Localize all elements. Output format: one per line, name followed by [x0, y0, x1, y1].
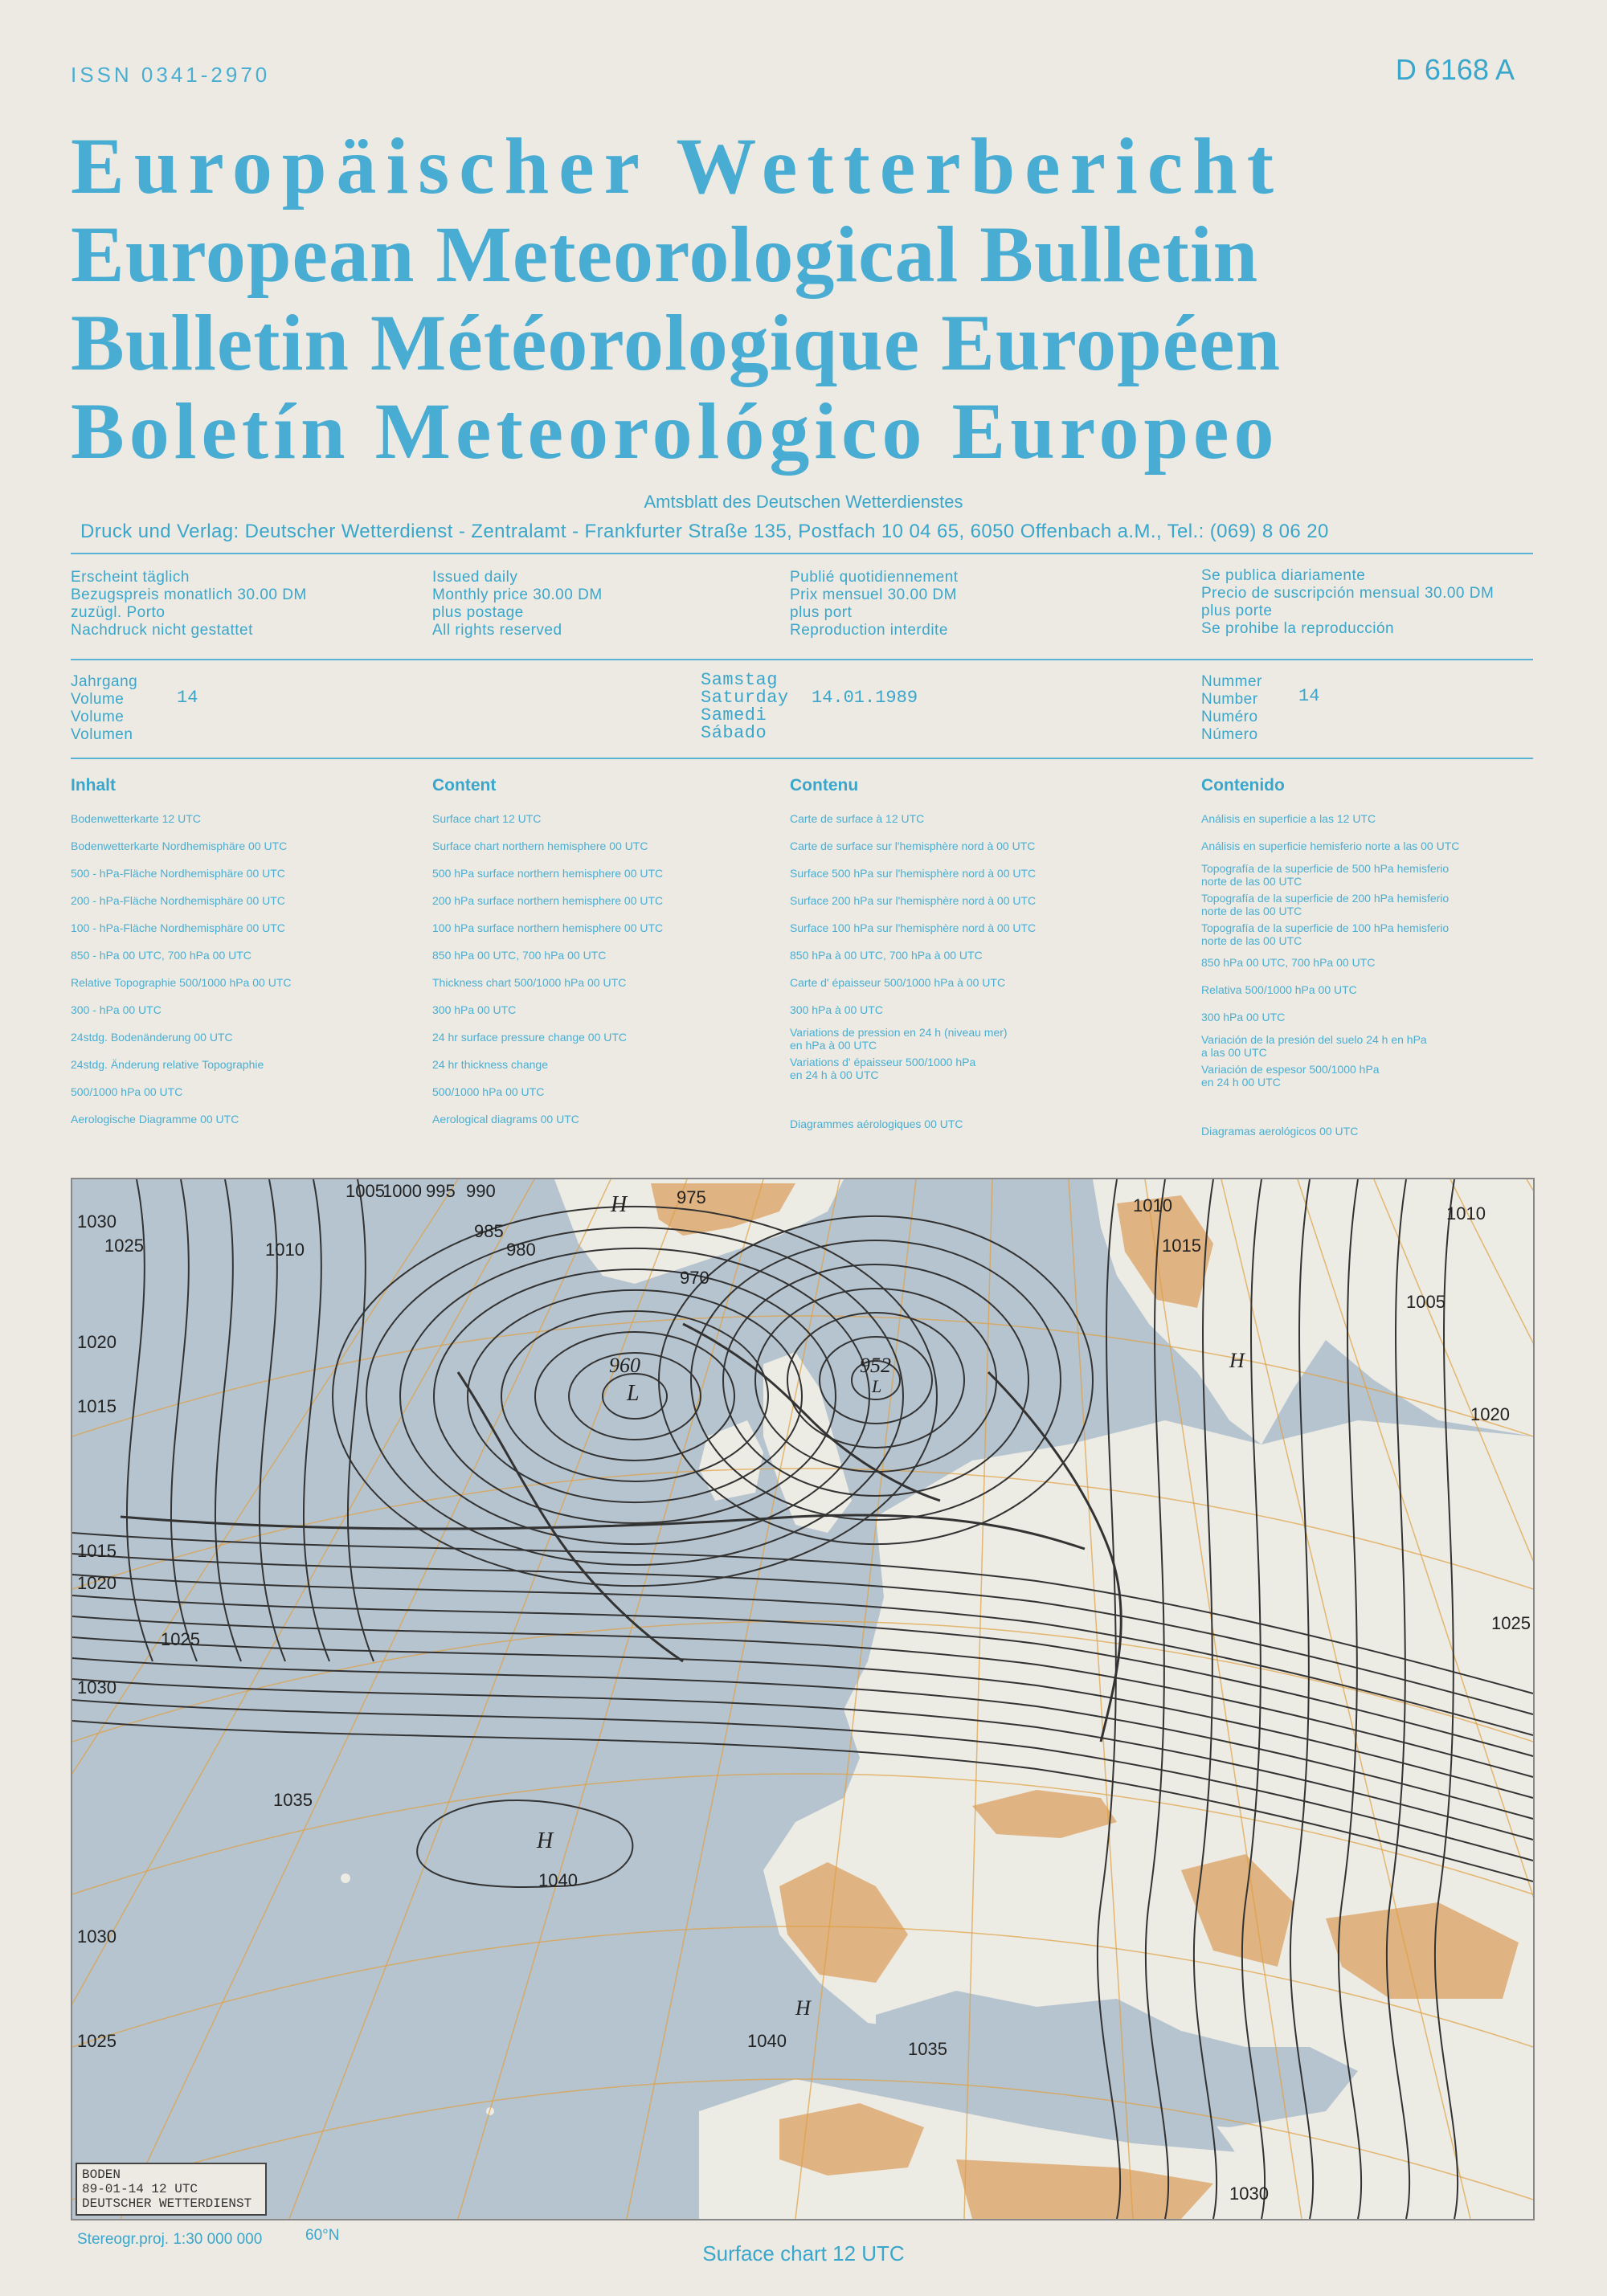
isobar-label: 1025	[161, 1629, 200, 1649]
contents-heading-french: Contenu	[790, 776, 859, 795]
list-item: Bodenwetterkarte Nordhemisphäre 00 UTC	[71, 840, 288, 852]
isobar-label: 1025	[77, 2031, 117, 2051]
list-item: 24stdg. Änderung relative Topographie	[71, 1058, 264, 1071]
list-item: Carte d' épaisseur 500/1000 hPa à 00 UTC	[790, 976, 1006, 989]
list-item: 500/1000 hPa 00 UTC	[432, 1085, 545, 1098]
low-pressure-symbol: L	[627, 1381, 640, 1406]
contents-heading-german: Inhalt	[71, 776, 116, 795]
list-item	[790, 1083, 1192, 1110]
isobar-label: 1025	[104, 1236, 144, 1256]
amtsblatt-line: Amtsblatt des Deutschen Wetterdienstes	[644, 492, 963, 512]
isobar-label: 1015	[77, 1541, 117, 1561]
list-item: 200 hPa surface northern hemisphere 00 UTC	[432, 894, 664, 907]
isobar-label: 1020	[77, 1332, 117, 1352]
list-item: Topografía de la superficie de 500 hPa hemisferio norte de las 00 UTC	[1201, 862, 1450, 888]
isobar-label: 1020	[77, 1573, 117, 1593]
subscription-english: Issued daily Monthly price 30.00 DM plus postage All rights reserved	[432, 569, 603, 639]
list-item: Variations d' épaisseur 500/1000 hPa en 24 h à 00 UTC	[790, 1056, 976, 1081]
issn-number: ISSN 0341-2970	[71, 63, 271, 87]
high-pressure-symbol: H	[537, 1828, 554, 1853]
isobar-label: 1030	[77, 1211, 117, 1232]
contents-list-english	[432, 805, 786, 1133]
isobar-label: 1040	[538, 1870, 578, 1890]
list-item: Diagrammes aérologiques 00 UTC	[790, 1117, 963, 1130]
low-pressure-symbol: L	[872, 1376, 882, 1396]
list-item: 24 hr thickness change	[432, 1058, 548, 1071]
title-german: Europäischer Wetterbericht	[71, 121, 1284, 210]
isobar-label: 995	[426, 1181, 456, 1201]
latitude-note: 60°N	[305, 2227, 340, 2244]
isobar-label: 1015	[1162, 1236, 1201, 1256]
list-item: 100 hPa surface northern hemisphere 00 UTC	[432, 921, 664, 934]
list-item: Surface 100 hPa sur l'hemisphère nord à 00 UTC	[790, 921, 1037, 934]
list-item: 500/1000 hPa 00 UTC	[71, 1085, 183, 1098]
list-item: Surface chart 12 UTC	[432, 812, 542, 825]
list-item: Topografía de la superficie de 200 hPa hemisferio norte de las 00 UTC	[1201, 892, 1450, 917]
projection-note: Stereogr.proj. 1:30 000 000	[77, 2231, 263, 2248]
isobar-label: 980	[506, 1240, 536, 1260]
list-item: 100 - hPa-Fläche Nordhemisphäre 00 UTC	[71, 921, 285, 934]
list-item: Surface 200 hPa sur l'hemisphère nord à 00 UTC	[790, 894, 1037, 907]
map-caption: Surface chart 12 UTC	[702, 2241, 905, 2265]
isobar-label: 1035	[908, 2039, 947, 2059]
subscription-german: Erscheint täglich Bezugspreis monatlich 30.00 DM zuzügl. Porto Nachdruck nicht gestattet	[71, 569, 307, 639]
list-item: Diagramas aerológicos 00 UTC	[1201, 1125, 1359, 1138]
list-item: 850 hPa 00 UTC, 700 hPa 00 UTC	[1201, 956, 1376, 969]
list-item: 24stdg. Bodenänderung 00 UTC	[71, 1031, 233, 1044]
list-item: Topografía de la superficie de 100 hPa hemisferio norte de las 00 UTC	[1201, 921, 1450, 947]
list-item: Carte de surface sur l'hemisphère nord à 00 UTC	[790, 840, 1036, 852]
high-pressure-symbol: H	[1229, 1349, 1245, 1372]
list-item: Aerologische Diagramme 00 UTC	[71, 1113, 239, 1126]
subscription-spanish: Se publica diariamente Precio de suscripción mensual 30.00 DM plus porte Se prohibe la reproducción	[1201, 567, 1495, 637]
issue-date: 14.01.1989	[812, 688, 918, 708]
divider	[71, 758, 1533, 759]
isobar-label: 1005	[346, 1181, 385, 1201]
isobar-label: 1010	[1133, 1195, 1172, 1215]
list-item: 300 - hPa 00 UTC	[71, 1003, 162, 1016]
list-item: 500 hPa surface northern hemisphere 00 UTC	[432, 867, 664, 880]
subscription-french: Publié quotidiennement Prix mensuel 30.00 DM plus port Reproduction interdite	[790, 569, 959, 639]
title-english: European Meteorological Bulletin	[71, 210, 1259, 299]
publication-code: D 6168 A	[1395, 53, 1515, 86]
volume-labels: Jahrgang Volume Volume Volumen	[71, 673, 138, 743]
list-item: Relative Topographie 500/1000 hPa 00 UTC	[71, 976, 292, 989]
list-item: 850 hPa à 00 UTC, 700 hPa à 00 UTC	[790, 949, 983, 962]
volume-value: 14	[177, 688, 198, 708]
isobar-label: 1030	[77, 1677, 117, 1697]
isobar-label: 1015	[77, 1396, 117, 1416]
high-pressure-symbol: H	[795, 1996, 811, 2020]
isobar-label: 1010	[1446, 1203, 1486, 1224]
divider	[71, 553, 1533, 554]
list-item: 200 - hPa-Fläche Nordhemisphäre 00 UTC	[71, 894, 285, 907]
list-item: Carte de surface à 12 UTC	[790, 812, 925, 825]
weekday-labels: Samstag Saturday Samedi Sábado	[701, 670, 789, 743]
list-item: Thickness chart 500/1000 hPa 00 UTC	[432, 976, 627, 989]
list-item: Bodenwetterkarte 12 UTC	[71, 812, 201, 825]
low-pressure-value: 952	[860, 1354, 891, 1377]
list-item: Relativa 500/1000 hPa 00 UTC	[1201, 983, 1357, 996]
list-item: Análisis en superficie a las 12 UTC	[1201, 812, 1376, 825]
number-labels: Nummer Number Numéro Número	[1201, 673, 1262, 743]
list-item: Variación de la presión del suelo 24 h en hPa a las 00 UTC	[1201, 1033, 1427, 1059]
isobar-label: 1035	[273, 1790, 313, 1810]
isobar-label: 1020	[1470, 1404, 1510, 1424]
list-item: 500 - hPa-Fläche Nordhemisphäre 00 UTC	[71, 867, 285, 880]
contents-list-german	[71, 805, 424, 1133]
isobar-label: 1000	[382, 1181, 422, 1201]
list-item: Aerological diagrams 00 UTC	[432, 1113, 579, 1126]
publisher-line: Druck und Verlag: Deutscher Wetterdienst - Zentralamt - Frankfurter Straße 135, Postfach 10 04 65, 6050 Offenbach a.M., Tel.: (069) 8 06 20	[80, 521, 1329, 542]
list-item: 300 hPa 00 UTC	[1201, 1011, 1286, 1023]
low-pressure-value: 960	[609, 1354, 640, 1377]
map-legend-box: BODEN 89-01-14 12 UTC DEUTSCHER WETTERDIENST	[76, 2163, 267, 2216]
isobar-label: 985	[474, 1221, 504, 1241]
contents-heading-english: Content	[432, 776, 497, 795]
isobar-label: 970	[680, 1268, 709, 1288]
list-item: Variations de pression en 24 h (niveau mer) en hPa à 00 UTC	[790, 1026, 1008, 1052]
island-marker	[341, 1873, 350, 1883]
weather-map-svg	[72, 1179, 1533, 2219]
high-pressure-symbol: H	[611, 1192, 628, 1217]
isobar-label: 990	[466, 1181, 496, 1201]
list-item: Análisis en superficie hemisferio norte a las 00 UTC	[1201, 840, 1460, 852]
list-item: 850 hPa 00 UTC, 700 hPa 00 UTC	[432, 949, 607, 962]
isobar-label: 1005	[1406, 1292, 1445, 1312]
isobar-label: 975	[677, 1187, 706, 1207]
isobar-label: 1040	[747, 2031, 787, 2051]
title-french: Bulletin Météorologique Européen	[71, 298, 1282, 387]
contents-list-french	[790, 805, 1192, 1138]
number-value: 14	[1298, 686, 1320, 706]
title-spanish: Boletín Meteorológico Europeo	[71, 386, 1279, 476]
list-item	[1201, 1090, 1539, 1117]
contents-heading-spanish: Contenido	[1201, 776, 1285, 795]
isobar-label: 1025	[1491, 1613, 1531, 1633]
contents-list-spanish	[1201, 805, 1539, 1145]
isobar-label: 1010	[265, 1240, 305, 1260]
isobar-label: 1030	[77, 1926, 117, 1947]
surface-weather-map	[71, 1178, 1535, 2220]
list-item: Surface chart northern hemisphere 00 UTC	[432, 840, 648, 852]
isobar-label: 1030	[1229, 2184, 1269, 2204]
list-item: Variación de espesor 500/1000 hPa en 24 h 00 UTC	[1201, 1063, 1380, 1089]
list-item: 850 - hPa 00 UTC, 700 hPa 00 UTC	[71, 949, 251, 962]
list-item: 300 hPa à 00 UTC	[790, 1003, 883, 1016]
list-item: 300 hPa 00 UTC	[432, 1003, 517, 1016]
list-item: 24 hr surface pressure change 00 UTC	[432, 1031, 628, 1044]
divider	[71, 659, 1533, 660]
list-item: Surface 500 hPa sur l'hemisphère nord à 00 UTC	[790, 867, 1037, 880]
